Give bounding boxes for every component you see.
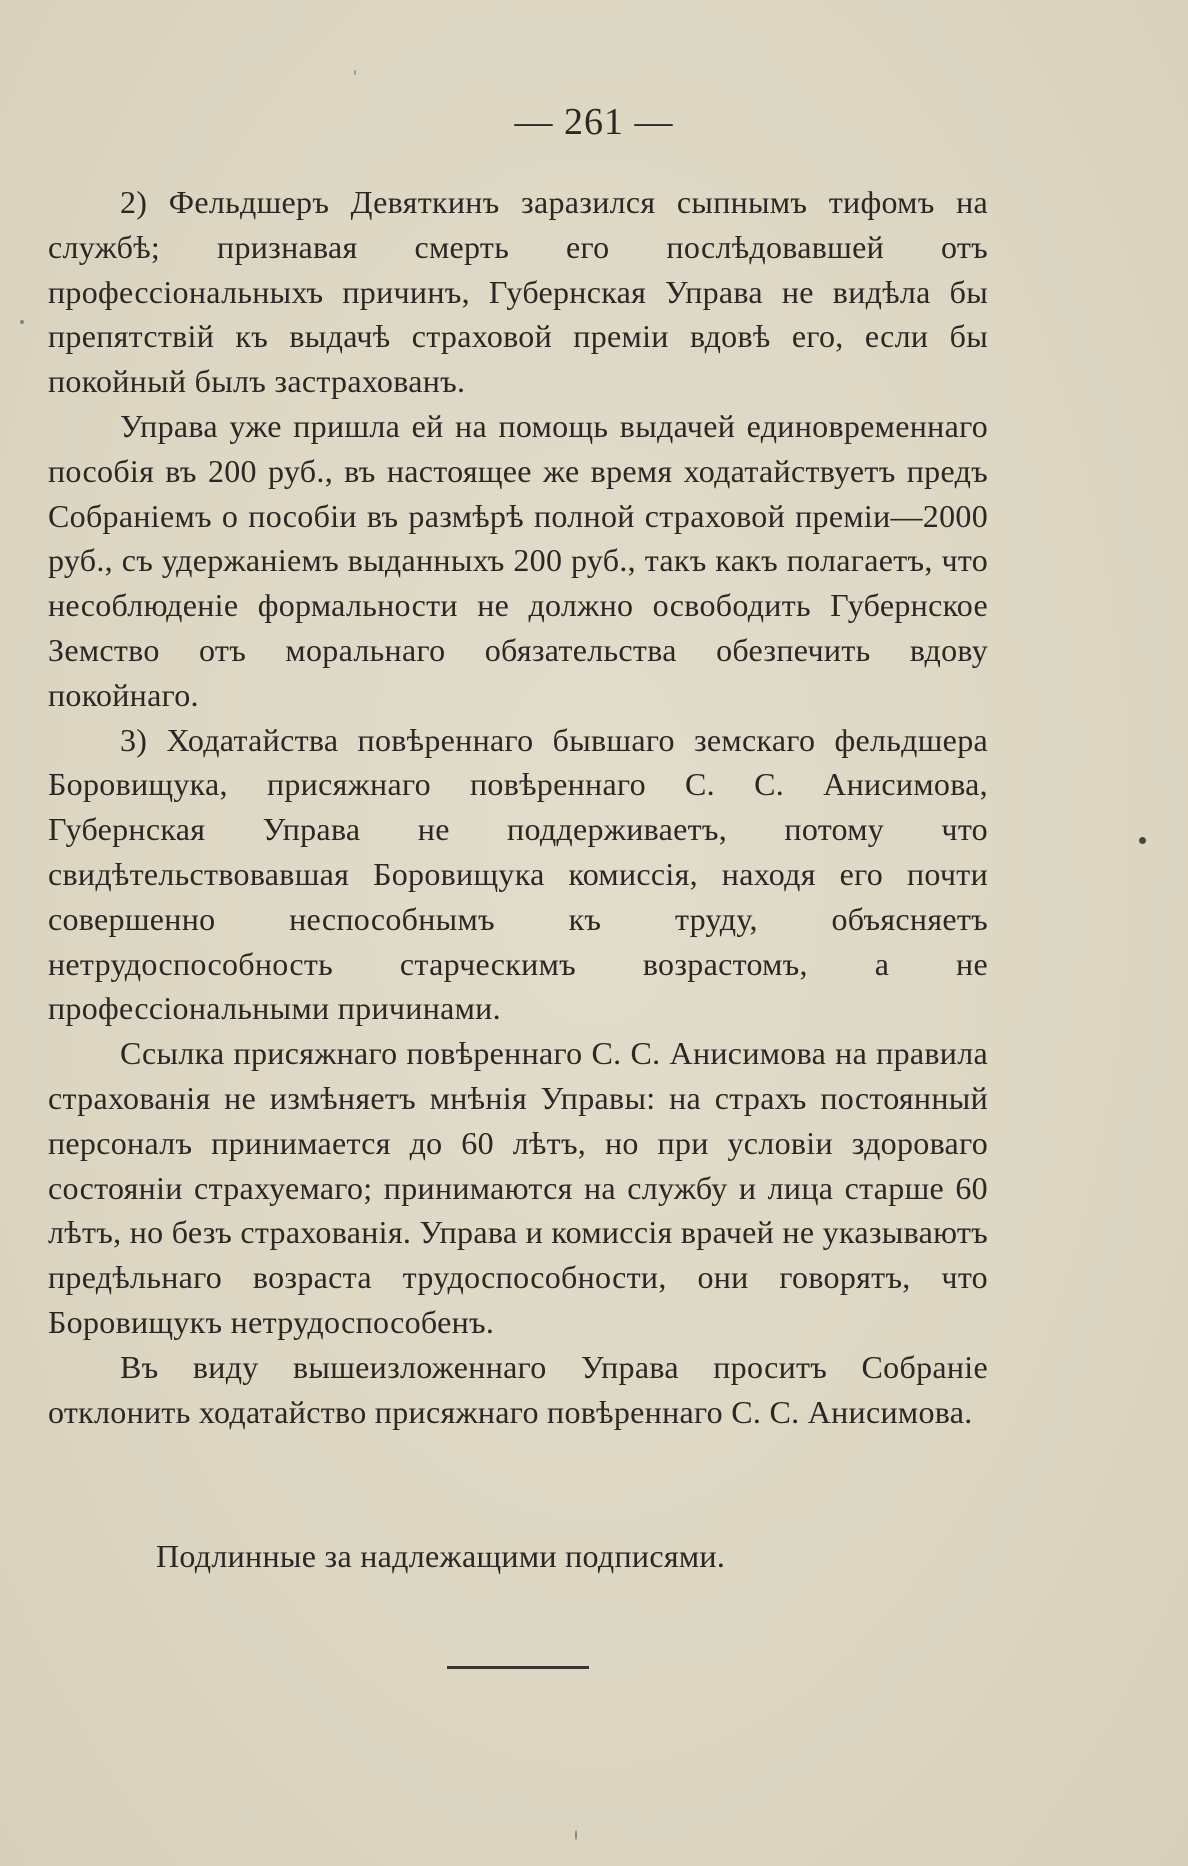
ink-speck <box>20 320 24 324</box>
paragraph-3: 3) Ходатайства повѣреннаго бывшаго земскаго фельдшера Боровищука, присяжнаго повѣреннаго С. С. Анисимова, Губернская Управа не поддерживаетъ, потому что свидѣтельствовавшая Боровищука комиссія, находя его почти совершенно неспособнымъ къ труду, объясняетъ нетрудоспособность старческимъ возрастомъ, а не профессіональными причинами. <box>48 721 988 1027</box>
signature-note: Подлинные за надлежащими подписями. <box>156 1538 726 1574</box>
document-body <box>48 180 988 1434</box>
page-number: — 261 — <box>514 101 674 143</box>
paragraph-2: Управа уже пришла ей на помощь выдачей единовременнаго пособія въ 200 руб., въ настоящее же время ходатайствуетъ предъ Собраніемъ о пособіи въ размѣрѣ полной страховой преміи—2000 руб., съ удержаніемъ выданныхъ 200 руб., такъ какъ полагаетъ, что несоблюденіе формальности не должно освободить Губернское Земство отъ моральнаго обязательства обезпечить вдову покойнаго. <box>48 407 988 713</box>
closing-rule <box>447 1666 589 1669</box>
ink-speck <box>354 70 356 75</box>
ink-speck <box>1139 837 1146 844</box>
paragraph-5: Въ виду вышеизложеннаго Управа проситъ Собраніе отклонить ходатайство присяжнаго повѣреннаго С. С. Анисимова. <box>48 1348 988 1430</box>
ink-speck <box>575 1830 577 1840</box>
paragraph-4: Ссылка присяжнаго повѣреннаго С. С. Анисимова на правила страхованія не измѣняетъ мнѣнія Управы: на страхъ постоянный персоналъ принимается до 60 лѣтъ, но при условіи здороваго состояніи страхуемаго; принимаются на службу и лица старше 60 лѣтъ, но безъ страхованія. Управа и комиссія врачей не указываютъ предѣльнаго возраста трудоспособности, они говорятъ, что Боровищукъ нетрудоспособенъ. <box>48 1035 988 1340</box>
paragraph-1: 2) Фельдшеръ Девяткинъ заразился сыпнымъ тифомъ на службѣ; признавая смерть его послѣдовавшей отъ профессіональныхъ причинъ, Губернская Управа не видѣла бы препятствій къ выдачѣ страховой преміи вдовѣ его, если бы покойный былъ застрахованъ. <box>48 184 988 400</box>
